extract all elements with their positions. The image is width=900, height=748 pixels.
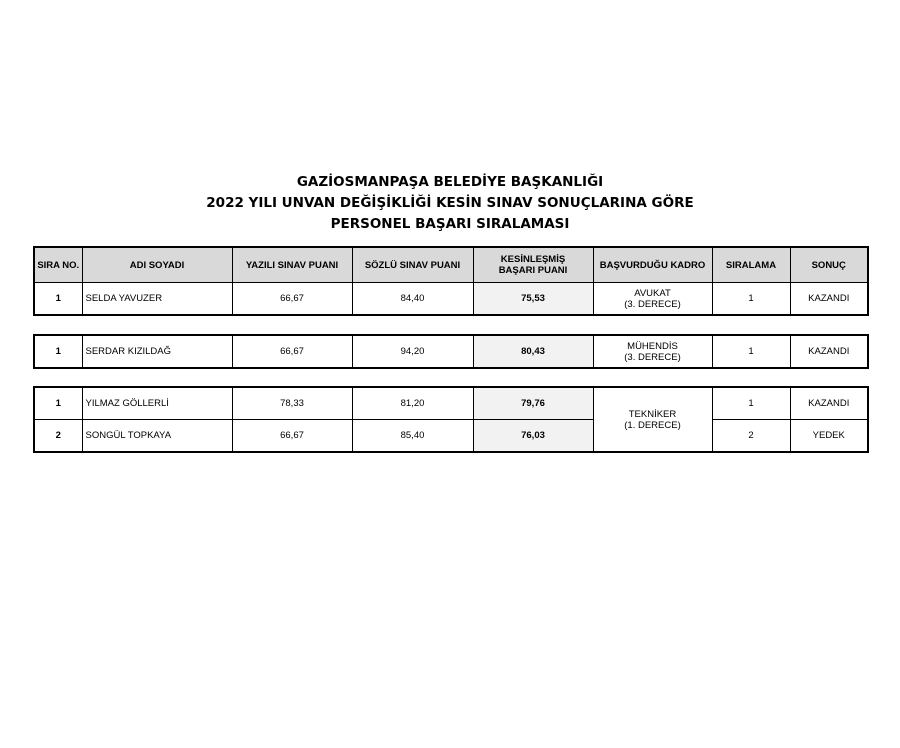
- kadro-line2: (1. DERECE): [624, 419, 681, 431]
- cell-yazili: 66,67: [232, 283, 352, 316]
- cell-kesin: 75,53: [473, 283, 593, 316]
- table-row: [34, 387, 868, 420]
- cell-kadro: [593, 283, 712, 316]
- header-sira-no: SIRA NO.: [34, 247, 82, 283]
- cell-sira: 1: [34, 387, 82, 420]
- table-row: [34, 335, 868, 368]
- cell-kesin: 76,03: [473, 420, 593, 453]
- results-table-tekniker: [33, 386, 869, 453]
- kadro-line2: (3. DERECE): [624, 298, 681, 310]
- cell-siralama: 1: [712, 335, 790, 368]
- table-row: [34, 420, 868, 453]
- kadro-line1: MÜHENDİS: [627, 340, 678, 352]
- header-kadro: BAŞVURDUĞU KADRO: [593, 247, 712, 283]
- cell-sozlu: 84,40: [352, 283, 473, 316]
- cell-sira: 1: [34, 283, 82, 316]
- header-kesin-line1: KESİNLEŞMİŞ: [500, 254, 566, 265]
- cell-kesin: 80,43: [473, 335, 593, 368]
- cell-sozlu: 85,40: [352, 420, 473, 453]
- kadro-line2: (3. DERECE): [624, 351, 681, 363]
- kadro-line1: AVUKAT: [634, 287, 671, 299]
- cell-kadro: [593, 335, 712, 368]
- cell-sonuc: KAZANDI: [790, 387, 868, 420]
- cell-sonuc: KAZANDI: [790, 335, 868, 368]
- header-adi-soyadi: ADI SOYADI: [82, 247, 232, 283]
- title-line-3: PERSONEL BAŞARI SIRALAMASI: [330, 216, 570, 232]
- cell-yazili: 66,67: [232, 335, 352, 368]
- header-sozlu: SÖZLÜ SINAV PUANI: [352, 247, 473, 283]
- cell-siralama: 1: [712, 283, 790, 316]
- header-siralama: SIRALAMA: [712, 247, 790, 283]
- kadro-line1: TEKNİKER: [628, 408, 677, 420]
- cell-siralama: 1: [712, 387, 790, 420]
- cell-siralama: 2: [712, 420, 790, 453]
- header-kesin-line2: BAŞARI PUANI: [498, 265, 568, 276]
- header-kesin: [473, 247, 593, 283]
- header-sonuc: SONUÇ: [790, 247, 868, 283]
- cell-sozlu: 81,20: [352, 387, 473, 420]
- header-yazili: YAZILI SINAV PUANI: [232, 247, 352, 283]
- cell-yazili: 66,67: [232, 420, 352, 453]
- cell-kadro: [593, 387, 712, 452]
- cell-sozlu: 94,20: [352, 335, 473, 368]
- cell-ad: YILMAZ GÖLLERLİ: [82, 387, 232, 420]
- cell-ad: SERDAR KIZILDAĞ: [82, 335, 232, 368]
- table-header-row: [34, 247, 868, 283]
- table-row: [34, 283, 868, 316]
- document-title-block: [0, 172, 900, 235]
- cell-ad: SONGÜL TOPKAYA: [82, 420, 232, 453]
- cell-sira: 2: [34, 420, 82, 453]
- cell-sira: 1: [34, 335, 82, 368]
- cell-sonuc: YEDEK: [790, 420, 868, 453]
- title-line-1: GAZİOSMANPAŞA BELEDİYE BAŞKANLIĞI: [296, 174, 604, 190]
- results-table-muhendis: [33, 334, 869, 369]
- title-line-2: 2022 YILI UNVAN DEĞİŞİKLİĞİ KESİN SINAV SONUÇLARINA GÖRE: [206, 195, 694, 211]
- cell-kesin: 79,76: [473, 387, 593, 420]
- results-table-avukat: [33, 246, 869, 316]
- cell-yazili: 78,33: [232, 387, 352, 420]
- cell-ad: SELDA YAVUZER: [82, 283, 232, 316]
- cell-sonuc: KAZANDI: [790, 283, 868, 316]
